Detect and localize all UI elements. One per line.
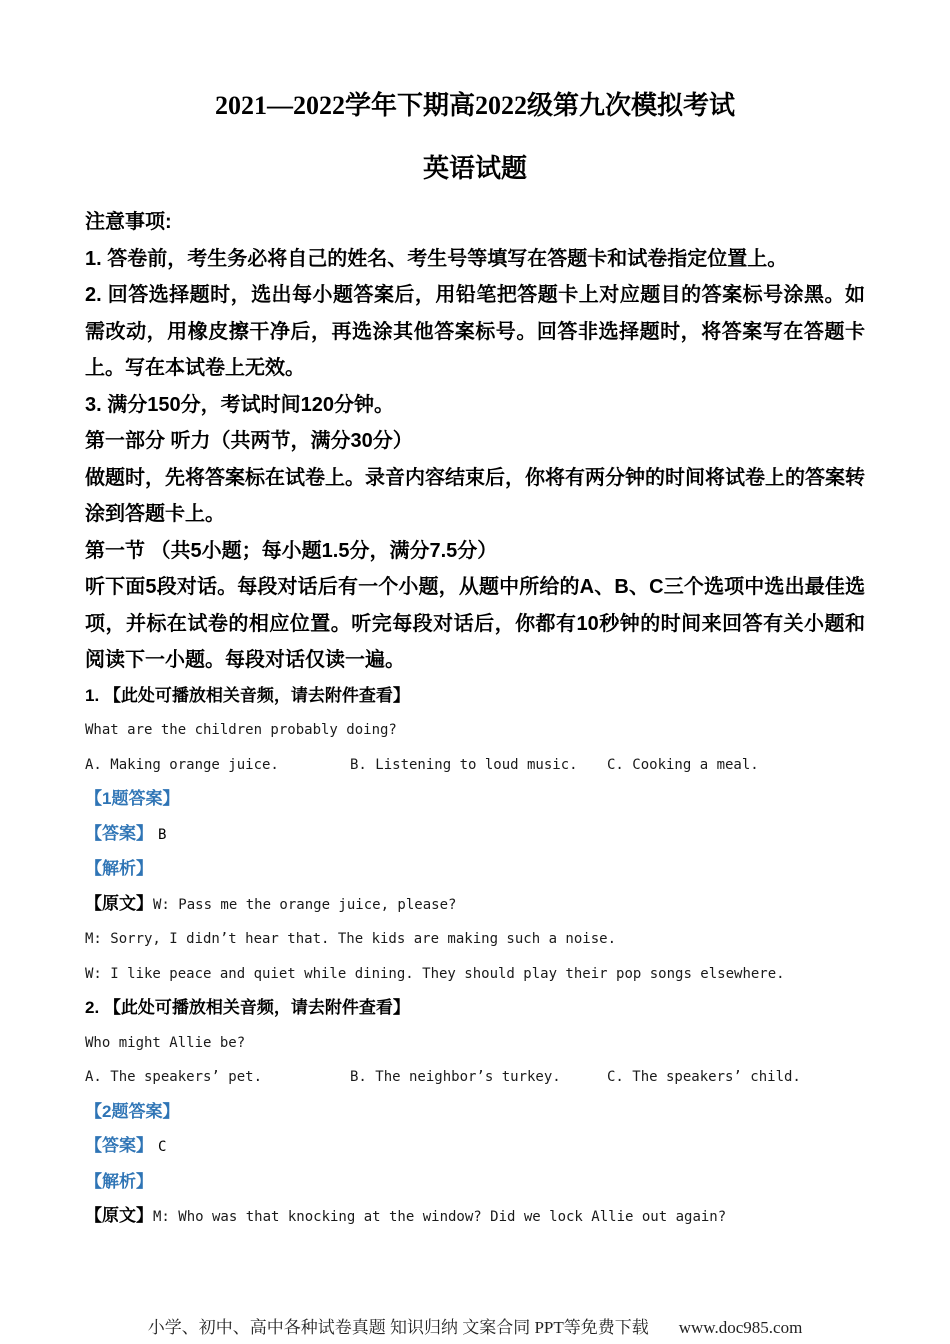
page-footer xyxy=(0,1316,950,1340)
transcript-text: W: Pass me the orange juice, please? xyxy=(153,896,457,913)
question-2-transcript-line-1 xyxy=(85,1199,865,1235)
question-1-block xyxy=(85,679,865,992)
exam-title: 2021—2022学年下期高2022级第九次模拟考试 xyxy=(214,91,735,120)
notice-item-2: 2. 回答选择题时，选出每小题答案后，用铅笔把答题卡上对应题目的答案标号涂黑。如需改动，用橡皮擦干净后，再选涂其他答案标号。回答非选择题时，将答案写在答题卡上。写在本试卷上无效。 xyxy=(85,284,865,379)
question-2-answer-value: C xyxy=(158,1139,167,1155)
transcript-text: M: Who was that knocking at the window? Did we lock Allie out again? xyxy=(153,1209,727,1225)
notice-item-1: 1. 答卷前，考生务必将自己的姓名、考生号等填写在答题卡和试卷指定位置上。 xyxy=(85,247,788,270)
question-2-block xyxy=(85,991,865,1235)
question-1-option-c: C. Cooking a meal. xyxy=(607,756,759,773)
question-2-audio-note: 2. 【此处可播放相关音频，请去附件查看】 xyxy=(85,998,410,1017)
question-1-option-a: A. Making orange juice. xyxy=(85,756,279,773)
question-1-text: What are the children probably doing? xyxy=(85,722,397,738)
question-1-transcript-line-3: W: I like peace and quiet while dining. They should play their pop songs elsewhere. xyxy=(85,965,785,982)
question-2-option-b: B. The neighbor’s turkey. xyxy=(350,1069,561,1085)
transcript-label: 【原文】 xyxy=(85,893,153,913)
question-1-answer-ref: 【1题答案】 xyxy=(85,789,180,808)
question-1-option-b: B. Listening to loud music. xyxy=(350,756,578,773)
question-2-options-row xyxy=(85,1060,865,1095)
question-2-option-c: C. The speakers’ child. xyxy=(607,1069,801,1085)
part1-heading: 第一部分 听力（共两节，满分30分） xyxy=(85,430,413,452)
question-2-text: Who might Allie be? xyxy=(85,1034,246,1051)
notice-item-3: 3. 满分150分，考试时间120分钟。 xyxy=(85,393,394,416)
instructions-section xyxy=(85,204,865,679)
question-1-options-row xyxy=(85,748,865,783)
answer-label: 【答案】 xyxy=(85,823,153,843)
question-2-answer-ref: 【2题答案】 xyxy=(85,1101,180,1121)
footer-promo-text: 小学、初中、高中各种试卷真题 知识归纳 文案合同 PPT等免费下载 xyxy=(147,1318,649,1337)
notice-heading: 注意事项: xyxy=(85,211,172,233)
footer-site-link[interactable]: www.doc985.com xyxy=(678,1318,803,1337)
question-1-analysis-label: 【解析】 xyxy=(85,859,153,878)
section1-heading: 第一节 （共5小题；每小题1.5分，满分7.5分） xyxy=(85,539,498,562)
question-1-answer-line xyxy=(85,817,865,853)
exam-subject-title: 英语试题 xyxy=(422,154,527,183)
question-1-answer-value: B xyxy=(158,826,167,843)
part1-intro: 做题时，先将答案标在试卷上。录音内容结束后，你将有两分钟的时间将试卷上的答案转涂到答题卡上。 xyxy=(85,466,865,525)
question-1-audio-note: 1. 【此处可播放相关音频，请去附件查看】 xyxy=(85,685,410,705)
section1-intro: 听下面5段对话。每段对话后有一个小题，从题中所给的A、B、C三个选项中选出最佳选项，并标在试卷的相应位置。听完每段对话后，你都有10秒钟的时间来回答有关小题和阅读下一小题。每段对话仅读一遍。 xyxy=(85,576,865,671)
question-2-option-a: A. The speakers’ pet. xyxy=(85,1069,263,1085)
answer-label: 【答案】 xyxy=(85,1136,153,1155)
question-2-analysis-label: 【解析】 xyxy=(85,1171,153,1191)
question-2-answer-line xyxy=(85,1129,865,1165)
transcript-label: 【原文】 xyxy=(85,1206,153,1225)
question-1-transcript-line-2: M: Sorry, I didn’t hear that. The kids are making such a noise. xyxy=(85,931,617,947)
question-1-transcript-line-1 xyxy=(85,887,865,923)
